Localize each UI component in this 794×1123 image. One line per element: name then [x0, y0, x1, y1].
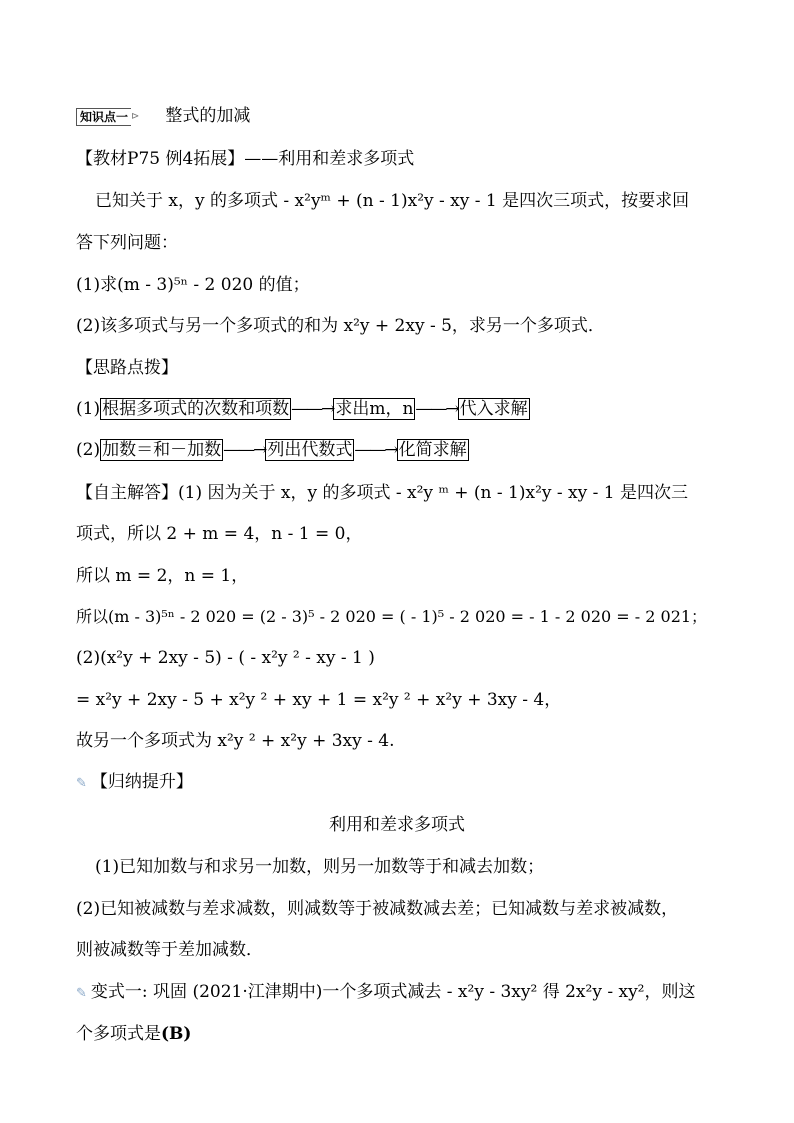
- hint-header: 【思路点拨】: [76, 358, 178, 378]
- solution-line-5: (2)(x²y + 2xy - 5) - ( - x²y ² - xy - 1 ): [76, 648, 375, 668]
- problem-line-1: 已知关于 x，y 的多项式 - x²yᵐ + (n - 1)x²y - xy - 1 是四次三项式，按要求回: [95, 191, 690, 211]
- hint-step-box: 求出m，n: [335, 399, 414, 419]
- section-heading: [76, 104, 724, 129]
- variant-line-1: [76, 980, 724, 1006]
- arrow-icon: ——→: [223, 440, 266, 460]
- question-1: (1)求(m - 3)⁵ⁿ - 2 020 的值；: [76, 275, 310, 295]
- pencil-icon: ✎: [76, 986, 87, 1001]
- section-tag: 知识点一: [76, 108, 131, 126]
- summary-header: 【归纳提升】: [90, 772, 193, 792]
- hint-step-box: 代入求解: [459, 399, 528, 419]
- question-2: (2)该多项式与另一个多项式的和为 x²y + 2xy - 5，求另一个多项式．: [76, 316, 605, 336]
- summary-point-2-line-1: (2)已知被减数与差求减数，则减数等于被减数减去差；已知减数与差求被减数，: [76, 899, 679, 919]
- summary-title: 利用和差求多项式: [329, 815, 465, 835]
- hint-row-1: [76, 397, 724, 421]
- example-header: 【教材P75 例4拓展】——利用和差求多项式: [76, 149, 415, 169]
- arrow-icon: ——→: [354, 440, 397, 460]
- solution-line-2: 项式，所以 2 + m = 4，n - 1 = 0，: [76, 524, 363, 544]
- solution-line-4: 所以(m - 3)⁵ⁿ - 2 020 = (2 - 3)⁵ - 2 020 = ( - 1)⁵ - 2 020 = - 1 - 2 020 = - 2 021；: [76, 607, 708, 626]
- solution-line-3: 所以 m = 2，n = 1，: [76, 566, 249, 586]
- variant-answer: (B): [161, 1024, 192, 1044]
- hint-row-2-prefix: (2): [76, 440, 101, 460]
- arrow-icon: ——→: [291, 399, 334, 419]
- hint-step-box: 化简求解: [398, 440, 467, 460]
- arrow-icon: ——→: [415, 399, 458, 419]
- variant-line-2: [76, 1022, 724, 1046]
- variant-text: 变式一: 巩固 (2021·江津期中)一个多项式减去 - x²y - 3xy² 得 2x²y - xy²，则这: [90, 982, 696, 1002]
- tag-arrow-icon: ⊳: [131, 110, 140, 122]
- pencil-icon: ✎: [76, 776, 87, 791]
- section-title: 整式的加减: [165, 106, 251, 126]
- hint-row-2: [76, 438, 724, 462]
- summary-header-row: [76, 770, 724, 796]
- hint-row-1-prefix: (1): [76, 399, 101, 419]
- summary-point-1: (1)已知加数与和求另一加数，则另一加数等于和减去加数；: [95, 857, 545, 877]
- hint-step-box: 根据多项式的次数和项数: [102, 399, 290, 419]
- hint-step-box: 加数＝和－加数: [102, 440, 222, 460]
- solution-line-1: 【自主解答】(1) 因为关于 x，y 的多项式 - x²y ᵐ + (n - 1)x²y - xy - 1 是四次三: [76, 483, 689, 503]
- solution-line-7: 故另一个多项式为 x²y ² + x²y + 3xy - 4.: [76, 731, 395, 751]
- variant-line-2-text: 个多项式是: [76, 1024, 161, 1044]
- hint-step-box: 列出代数式: [267, 440, 353, 460]
- solution-line-6: = x²y + 2xy - 5 + x²y ² + xy + 1 = x²y ² + x²y + 3xy - 4，: [76, 690, 562, 710]
- summary-point-2-line-2: 则被减数等于差加减数．: [76, 940, 263, 960]
- problem-line-2: 答下列问题：: [76, 233, 178, 253]
